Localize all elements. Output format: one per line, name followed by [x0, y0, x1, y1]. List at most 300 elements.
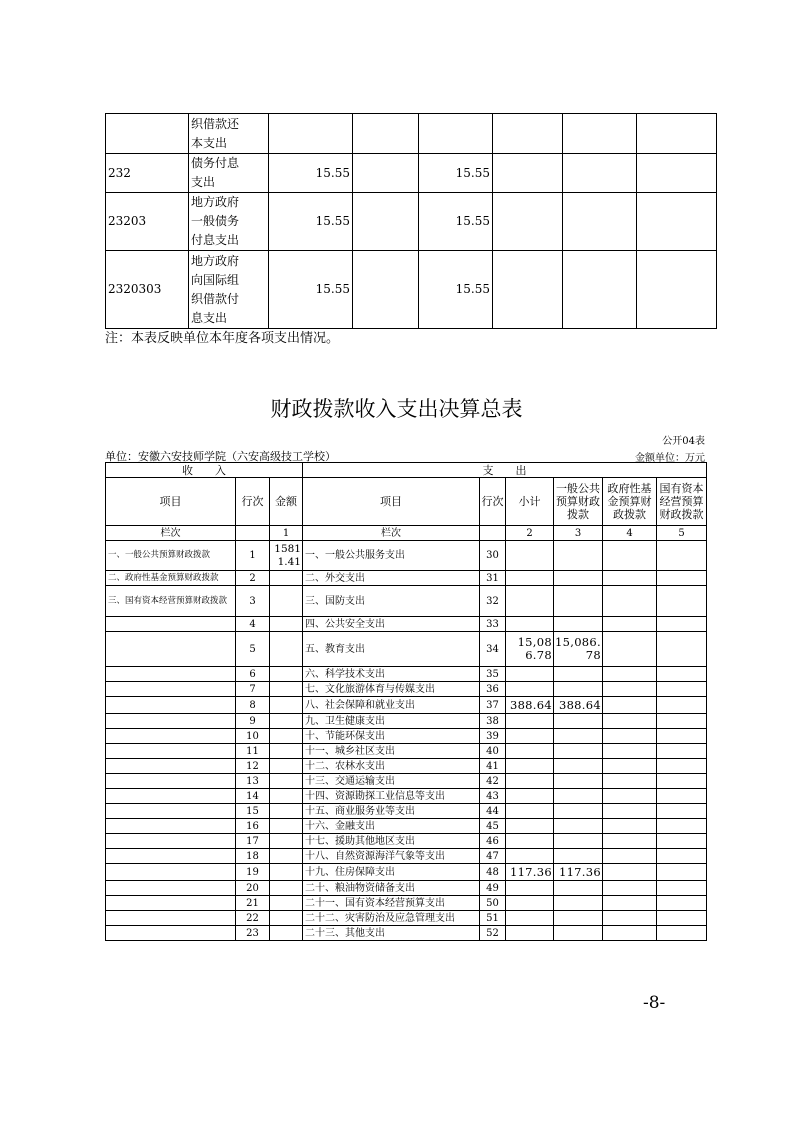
income-item-cell: [106, 714, 236, 729]
state-capital-cell: [657, 744, 707, 759]
state-capital-cell: [657, 896, 707, 911]
gov-fund-cell: [603, 617, 657, 632]
income-amount-cell: [270, 881, 303, 896]
income-amount-cell: [270, 926, 303, 941]
state-capital-cell: [657, 586, 707, 617]
income-amount-cell: [270, 759, 303, 774]
income-item-cell: [106, 789, 236, 804]
empty-cell: [353, 193, 419, 251]
income-amount-header: 金额: [270, 478, 303, 526]
general-budget-cell: [554, 896, 603, 911]
income-amount-cell: 15811.41: [270, 541, 303, 571]
state-capital-cell: [657, 881, 707, 896]
income-item-cell: [106, 911, 236, 926]
state-capital-cell: [657, 617, 707, 632]
expense-line-no-cell: 51: [480, 911, 506, 926]
table-row: [106, 804, 707, 819]
gov-fund-cell: [603, 571, 657, 586]
expense-detail-table-continued: [105, 113, 717, 329]
income-line-no-cell: 6: [236, 667, 270, 682]
expense-line-no-cell: 34: [480, 632, 506, 667]
income-amount-cell: [270, 834, 303, 849]
expense-line-no-cell: 40: [480, 744, 506, 759]
expense-line-no-cell: 37: [480, 697, 506, 714]
income-line-no-cell: 14: [236, 789, 270, 804]
empty-cell: [563, 193, 637, 251]
income-line-no-cell: 2: [236, 571, 270, 586]
table-row: [106, 896, 707, 911]
table-row: [106, 682, 707, 697]
expense-line-no-cell: 30: [480, 541, 506, 571]
general-budget-cell: [554, 744, 603, 759]
empty-cell: [353, 251, 419, 329]
gov-fund-cell: [603, 759, 657, 774]
table-row: [106, 759, 707, 774]
general-budget-cell: [554, 926, 603, 941]
income-amount-cell: [270, 744, 303, 759]
income-item-cell: [106, 896, 236, 911]
subtotal-header: 小计: [506, 478, 554, 526]
general-budget-cell: [554, 881, 603, 896]
table-row: [106, 744, 707, 759]
name-cell: [189, 251, 269, 329]
income-header: 收 入: [106, 463, 303, 478]
table-row: [106, 729, 707, 744]
state-capital-cell: [657, 697, 707, 714]
gov-fund-cell: [603, 586, 657, 617]
subtotal-cell: [506, 774, 554, 789]
expense-item-cell: 十、节能环保支出: [303, 729, 480, 744]
empty-cell: [563, 114, 637, 154]
state-capital-cell: [657, 789, 707, 804]
expense-line-no-cell: 50: [480, 896, 506, 911]
general-budget-cell: [554, 682, 603, 697]
subtotal-cell: [506, 667, 554, 682]
subtotal-cell: [506, 617, 554, 632]
subtotal-cell: [506, 714, 554, 729]
gov-fund-cell: [603, 774, 657, 789]
empty-cell: [637, 193, 717, 251]
income-amount-cell: [270, 617, 303, 632]
expense-item-cell: 九、卫生健康支出: [303, 714, 480, 729]
expense-item-cell: 五、教育支出: [303, 632, 480, 667]
expense-item-cell: 四、公共安全支出: [303, 617, 480, 632]
column-5: 5: [657, 526, 707, 541]
income-item-cell: [106, 804, 236, 819]
expense-line-no-cell: 41: [480, 759, 506, 774]
empty-cell: [563, 251, 637, 329]
code-cell: [106, 114, 189, 154]
expense-line-no-cell: 35: [480, 667, 506, 682]
expense-line-no-cell: 45: [480, 819, 506, 834]
table-row: [106, 789, 707, 804]
state-capital-cell: [657, 714, 707, 729]
expense-item-cell: 二十一、国有资本经营预算支出: [303, 896, 480, 911]
subtotal-cell: [506, 541, 554, 571]
general-budget-cell: [554, 617, 603, 632]
income-amount-cell: [270, 911, 303, 926]
expense-line-no-cell: 32: [480, 586, 506, 617]
subtotal-cell: 117.36: [506, 864, 554, 881]
code-cell: 232: [106, 154, 189, 193]
empty-cell: [493, 193, 563, 251]
state-capital-cell: [657, 864, 707, 881]
expense-line-no-header: 行次: [480, 478, 506, 526]
table-row: [106, 541, 707, 571]
table-row: [106, 667, 707, 682]
column-4: 4: [603, 526, 657, 541]
income-line-no-cell: 18: [236, 849, 270, 864]
general-budget-cell: [554, 714, 603, 729]
income-item-cell: [106, 667, 236, 682]
empty-cell: [637, 154, 717, 193]
table-row: [106, 834, 707, 849]
income-line-no-cell: 21: [236, 896, 270, 911]
empty-cell: [563, 154, 637, 193]
income-line-no-cell: 13: [236, 774, 270, 789]
name-line: 付息支出: [191, 233, 240, 247]
income-item-cell: [106, 729, 236, 744]
name-cell: [189, 193, 269, 251]
income-line-no-cell: 23: [236, 926, 270, 941]
state-capital-cell: [657, 804, 707, 819]
empty-cell: [493, 114, 563, 154]
general-budget-cell: 388.64: [554, 697, 603, 714]
income-amount-cell: [270, 896, 303, 911]
subtotal-cell: [506, 804, 554, 819]
gov-fund-cell: [603, 744, 657, 759]
general-budget-cell: [554, 819, 603, 834]
expense-item-cell: 七、文化旅游体育与传媒支出: [303, 682, 480, 697]
income-amount-cell: [270, 864, 303, 881]
empty-cell: [637, 251, 717, 329]
table-row: [106, 881, 707, 896]
fiscal-appropriation-summary-table: [105, 462, 707, 941]
state-capital-header: 国有资本经营预算财政拨款: [657, 478, 707, 526]
income-line-no-cell: 11: [236, 744, 270, 759]
empty-cell: [353, 154, 419, 193]
income-amount-cell: [270, 571, 303, 586]
gov-fund-cell: [603, 682, 657, 697]
unit-label: 单位：安徽六安技师学院（六安高级技工学校）: [105, 450, 336, 463]
general-budget-cell: [554, 729, 603, 744]
table-row: [106, 193, 717, 251]
name-line: 向国际组: [191, 272, 240, 287]
subtotal-cell: [506, 881, 554, 896]
expense-line-no-cell: 47: [480, 849, 506, 864]
column-3: 3: [554, 526, 603, 541]
expense-item-header: 项目: [303, 478, 480, 526]
income-item-cell: [106, 926, 236, 941]
column-label: 栏次: [106, 526, 236, 541]
general-budget-cell: [554, 667, 603, 682]
income-line-no-cell: 3: [236, 586, 270, 617]
table-row: [106, 586, 707, 617]
expense-line-no-cell: 38: [480, 714, 506, 729]
income-item-cell: 二、政府性基金预算财政拨款: [106, 571, 236, 586]
income-line-no-cell: 22: [236, 911, 270, 926]
empty-cell: [637, 114, 717, 154]
general-budget-cell: 15,086.78: [554, 632, 603, 667]
page-title: 财政拨款收入支出决算总表: [270, 397, 523, 421]
general-budget-header: 一般公共预算财政拨款: [554, 478, 603, 526]
name-line: 织借款付: [191, 291, 240, 306]
form-code: 公开04表: [662, 436, 705, 447]
income-line-no-header: 行次: [236, 478, 270, 526]
amount-cell: 15.55: [269, 251, 353, 329]
name-cell: [189, 114, 269, 154]
expense-item-cell: 十八、自然资源海洋气象等支出: [303, 849, 480, 864]
subtotal-cell: [506, 911, 554, 926]
general-budget-cell: 117.36: [554, 864, 603, 881]
income-line-no-cell: 1: [236, 541, 270, 571]
income-item-cell: [106, 864, 236, 881]
income-item-cell: [106, 849, 236, 864]
income-item-cell: [106, 632, 236, 667]
general-budget-cell: [554, 911, 603, 926]
table-row: [106, 849, 707, 864]
state-capital-cell: [657, 819, 707, 834]
expense-line-no-cell: 39: [480, 729, 506, 744]
subtotal-cell: [506, 819, 554, 834]
expense-item-cell: 十五、商业服务业等支出: [303, 804, 480, 819]
subtotal-cell: [506, 729, 554, 744]
expense-item-cell: 八、社会保障和就业支出: [303, 697, 480, 714]
state-capital-cell: [657, 682, 707, 697]
subtotal-cell: [506, 789, 554, 804]
basic-expense-cell: 15.55: [419, 251, 493, 329]
name-line: 本支出: [191, 135, 228, 150]
income-line-no-cell: 8: [236, 697, 270, 714]
expense-item-cell: 十七、援助其他地区支出: [303, 834, 480, 849]
expense-item-cell: 一、一般公共服务支出: [303, 541, 480, 571]
income-amount-cell: [270, 714, 303, 729]
expense-line-no-cell: 36: [480, 682, 506, 697]
expense-line-no-cell: 49: [480, 881, 506, 896]
expense-item-cell: 十二、农林水支出: [303, 759, 480, 774]
income-amount-cell: [270, 819, 303, 834]
income-amount-cell: [270, 632, 303, 667]
state-capital-cell: [657, 632, 707, 667]
general-budget-cell: [554, 571, 603, 586]
table-row: [106, 864, 707, 881]
column-blank: [236, 526, 270, 541]
state-capital-cell: [657, 759, 707, 774]
income-line-no-cell: 9: [236, 714, 270, 729]
income-line-no-cell: 10: [236, 729, 270, 744]
income-item-cell: [106, 697, 236, 714]
income-item-cell: [106, 881, 236, 896]
name-line: 织借款还: [191, 116, 240, 131]
expense-header: 支 出: [303, 463, 707, 478]
table-row: [106, 617, 707, 632]
name-cell: [189, 154, 269, 193]
expense-item-cell: 十一、城乡社区支出: [303, 744, 480, 759]
income-item-cell: [106, 682, 236, 697]
subtotal-cell: [506, 834, 554, 849]
table-row: [106, 819, 707, 834]
income-amount-cell: [270, 849, 303, 864]
state-capital-cell: [657, 571, 707, 586]
expense-line-no-cell: 46: [480, 834, 506, 849]
subtotal-cell: 388.64: [506, 697, 554, 714]
expense-line-no-cell: 48: [480, 864, 506, 881]
income-amount-cell: [270, 586, 303, 617]
table-row: [106, 926, 707, 941]
general-budget-cell: [554, 804, 603, 819]
table-row: [106, 114, 717, 154]
gov-fund-cell: [603, 697, 657, 714]
page-number: -8-: [643, 993, 666, 1013]
gov-fund-cell: [603, 926, 657, 941]
state-capital-cell: [657, 774, 707, 789]
expense-column-label: 栏次: [303, 526, 480, 541]
income-amount-cell: [270, 789, 303, 804]
income-amount-cell: [270, 682, 303, 697]
expense-item-cell: 六、科学技术支出: [303, 667, 480, 682]
table-row: [106, 154, 717, 193]
empty-cell: [493, 251, 563, 329]
state-capital-cell: [657, 667, 707, 682]
income-item-header: 项目: [106, 478, 236, 526]
expense-line-no-cell: 44: [480, 804, 506, 819]
general-budget-cell: [554, 586, 603, 617]
name-line: 债务付息: [191, 156, 240, 170]
state-capital-cell: [657, 729, 707, 744]
amount-cell: [269, 114, 353, 154]
expense-item-cell: 二十三、其他支出: [303, 926, 480, 941]
gov-fund-cell: [603, 849, 657, 864]
general-budget-cell: [554, 759, 603, 774]
subtotal-cell: 15,086.78: [506, 632, 554, 667]
expense-item-cell: 十六、金融支出: [303, 819, 480, 834]
subtotal-cell: [506, 849, 554, 864]
name-line: 支出: [191, 175, 216, 189]
gov-fund-cell: [603, 714, 657, 729]
income-line-no-cell: 15: [236, 804, 270, 819]
gov-fund-cell: [603, 667, 657, 682]
basic-expense-cell: 15.55: [419, 193, 493, 251]
expense-line-no-cell: 31: [480, 571, 506, 586]
expense-item-cell: 二十二、灾害防治及应急管理支出: [303, 911, 480, 926]
table-row: [106, 774, 707, 789]
expense-item-cell: 十四、资源勘探工业信息等支出: [303, 789, 480, 804]
subtotal-cell: [506, 744, 554, 759]
expense-item-cell: 三、国防支出: [303, 586, 480, 617]
name-line: 息支出: [191, 310, 228, 325]
income-item-cell: [106, 834, 236, 849]
expense-line-no-cell: 42: [480, 774, 506, 789]
gov-fund-cell: [603, 834, 657, 849]
gov-fund-cell: [603, 896, 657, 911]
table-row: [106, 911, 707, 926]
income-amount-cell: [270, 804, 303, 819]
gov-fund-cell: [603, 632, 657, 667]
code-cell: 2320303: [106, 251, 189, 329]
income-line-no-cell: 12: [236, 759, 270, 774]
general-budget-cell: [554, 834, 603, 849]
subtotal-cell: [506, 759, 554, 774]
income-item-cell: [106, 774, 236, 789]
state-capital-cell: [657, 911, 707, 926]
income-item-cell: [106, 617, 236, 632]
income-line-no-cell: 16: [236, 819, 270, 834]
gov-fund-cell: [603, 864, 657, 881]
income-item-cell: 三、国有资本经营预算财政拨款: [106, 586, 236, 617]
column-1: 1: [270, 526, 303, 541]
gov-fund-cell: [603, 789, 657, 804]
table-row: [106, 632, 707, 667]
subtotal-cell: [506, 586, 554, 617]
column-2: 2: [506, 526, 554, 541]
gov-fund-cell: [603, 804, 657, 819]
name-line: 地方政府: [191, 195, 240, 209]
expense-line-no-cell: 33: [480, 617, 506, 632]
income-line-no-cell: 5: [236, 632, 270, 667]
general-budget-cell: [554, 774, 603, 789]
expense-column-blank: [480, 526, 506, 541]
table-row: [106, 571, 707, 586]
income-item-cell: [106, 744, 236, 759]
subtotal-cell: [506, 926, 554, 941]
general-budget-cell: [554, 789, 603, 804]
name-line: 一般债务: [191, 214, 240, 228]
state-capital-cell: [657, 849, 707, 864]
basic-expense-cell: 15.55: [419, 154, 493, 193]
general-budget-cell: [554, 849, 603, 864]
expense-line-no-cell: 52: [480, 926, 506, 941]
table-note: 注：本表反映单位本年度各项支出情况。: [105, 331, 340, 346]
state-capital-cell: [657, 926, 707, 941]
state-capital-cell: [657, 541, 707, 571]
income-item-cell: [106, 759, 236, 774]
income-line-no-cell: 19: [236, 864, 270, 881]
amount-cell: 15.55: [269, 193, 353, 251]
income-line-no-cell: 17: [236, 834, 270, 849]
income-line-no-cell: 20: [236, 881, 270, 896]
table-row: [106, 251, 717, 329]
income-amount-cell: [270, 774, 303, 789]
table-row: [106, 714, 707, 729]
code-cell: 23203: [106, 193, 189, 251]
subtotal-cell: [506, 896, 554, 911]
income-item-cell: [106, 819, 236, 834]
gov-fund-cell: [603, 541, 657, 571]
state-capital-cell: [657, 834, 707, 849]
gov-fund-cell: [603, 881, 657, 896]
general-budget-cell: [554, 541, 603, 571]
name-line: 地方政府: [191, 253, 240, 268]
income-line-no-cell: 7: [236, 682, 270, 697]
income-amount-cell: [270, 697, 303, 714]
empty-cell: [353, 114, 419, 154]
expense-item-cell: 十三、交通运输支出: [303, 774, 480, 789]
gov-fund-cell: [603, 729, 657, 744]
table-row: [106, 697, 707, 714]
income-item-cell: 一、一般公共预算财政拨款: [106, 541, 236, 571]
empty-cell: [493, 154, 563, 193]
subtotal-cell: [506, 682, 554, 697]
gov-fund-header: 政府性基金预算财政拨款: [603, 478, 657, 526]
income-amount-cell: [270, 729, 303, 744]
gov-fund-cell: [603, 819, 657, 834]
expense-item-cell: 二、外交支出: [303, 571, 480, 586]
income-amount-cell: [270, 667, 303, 682]
amount-unit: 金额单位：万元: [635, 453, 705, 464]
income-line-no-cell: 4: [236, 617, 270, 632]
expense-line-no-cell: 43: [480, 789, 506, 804]
expense-item-cell: 二十、粮油物资储备支出: [303, 881, 480, 896]
